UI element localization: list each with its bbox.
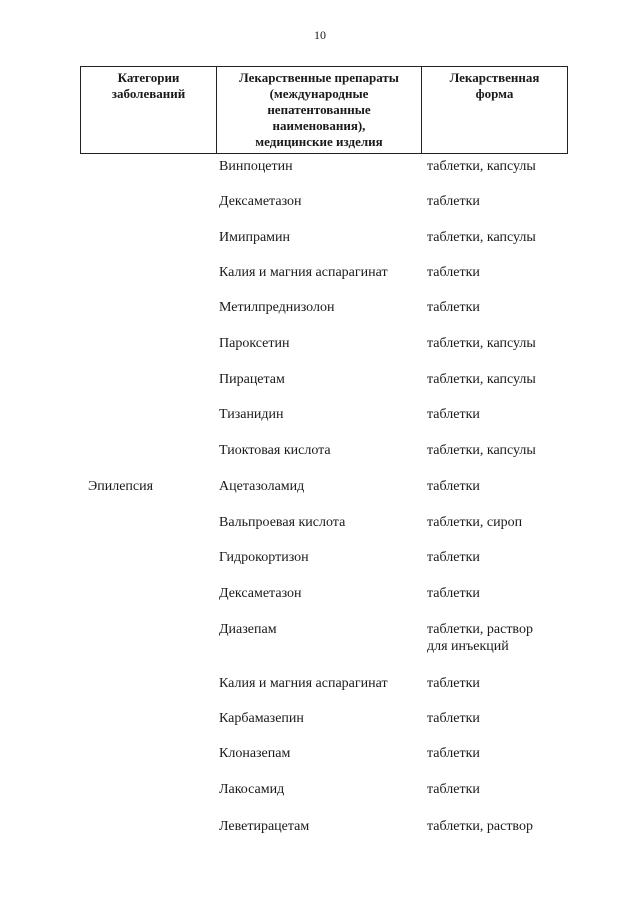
drug-name: Пароксетин [219, 336, 290, 351]
drug-name: Клоназепам [219, 746, 291, 761]
dosage-form [427, 371, 567, 388]
dosage-form-line: таблетки, капсулы [427, 443, 536, 458]
dosage-form [427, 710, 567, 727]
dosage-form [427, 675, 567, 692]
drug-name: Тизанидин [219, 407, 284, 422]
header-line: форма [475, 86, 514, 101]
drug-name: Дексаметазон [219, 586, 302, 601]
header-category [81, 67, 217, 153]
page-number: 10 [314, 28, 326, 42]
dosage-form [427, 514, 567, 531]
dosage-form [427, 229, 567, 246]
drug-name: Ацетазоламид [219, 479, 305, 494]
dosage-form-line: таблетки [427, 300, 480, 315]
dosage-form-line: таблетки, капсулы [427, 372, 536, 387]
dosage-form [427, 299, 567, 316]
drug-name: Калия и магния аспарагинат [219, 265, 388, 280]
drug-name: Винпоцетин [219, 159, 293, 174]
drug-name: Леветирацетам [219, 819, 310, 834]
dosage-form-line: таблетки [427, 676, 480, 691]
dosage-form-line: таблетки, раствор [427, 819, 533, 834]
drug-name: Пирацетам [219, 372, 285, 387]
table-header [80, 66, 568, 154]
dosage-form-line: таблетки, раствор [427, 622, 533, 637]
dosage-form-line: таблетки [427, 407, 480, 422]
header-line: Лекарственные препараты [239, 70, 399, 85]
dosage-form [427, 818, 567, 835]
dosage-form [427, 193, 567, 210]
header-drugs [217, 67, 422, 153]
dosage-form [427, 335, 567, 352]
dosage-form-line: таблетки, капсулы [427, 159, 536, 174]
header-line: медицинские изделия [255, 134, 383, 149]
drug-name: Имипрамин [219, 230, 291, 245]
dosage-form-line: таблетки, капсулы [427, 230, 536, 245]
dosage-form [427, 745, 567, 762]
dosage-form [427, 158, 567, 175]
dosage-form-line: таблетки [427, 265, 480, 280]
header-line: Лекарственная [449, 70, 540, 85]
dosage-form-line: для инъекций [427, 639, 509, 654]
dosage-form-line: таблетки [427, 194, 480, 209]
dosage-form [427, 406, 567, 423]
drug-name: Вальпроевая кислота [219, 515, 346, 530]
drug-name: Карбамазепин [219, 711, 304, 726]
drug-name: Лакосамид [219, 782, 285, 797]
dosage-form-line: таблетки [427, 586, 480, 601]
dosage-form [427, 478, 567, 495]
header-line: (международные [269, 86, 369, 101]
dosage-form-line: таблетки, капсулы [427, 336, 536, 351]
drug-name: Тиоктовая кислота [219, 443, 331, 458]
drug-name: Гидрокортизон [219, 550, 309, 565]
dosage-form [427, 549, 567, 566]
header-line: заболеваний [111, 86, 186, 101]
drug-name: Калия и магния аспарагинат [219, 676, 388, 691]
dosage-form [427, 264, 567, 281]
dosage-form [427, 621, 567, 655]
drug-name: Диазепам [219, 622, 277, 637]
drug-name: Метилпреднизолон [219, 300, 335, 315]
dosage-form [427, 781, 567, 798]
header-form [422, 67, 567, 153]
dosage-form-line: таблетки [427, 479, 480, 494]
header-line: Категории [117, 70, 180, 85]
dosage-form-line: таблетки [427, 711, 480, 726]
drug-name: Дексаметазон [219, 194, 302, 209]
dosage-form-line: таблетки [427, 550, 480, 565]
dosage-form-line: таблетки, сироп [427, 515, 523, 530]
dosage-form [427, 585, 567, 602]
dosage-form-line: таблетки [427, 782, 480, 797]
header-line: наименования), [272, 118, 366, 133]
header-line: непатентованные [267, 102, 371, 117]
dosage-form-line: таблетки [427, 746, 480, 761]
dosage-form [427, 442, 567, 459]
disease-category: Эпилепсия [88, 479, 154, 494]
